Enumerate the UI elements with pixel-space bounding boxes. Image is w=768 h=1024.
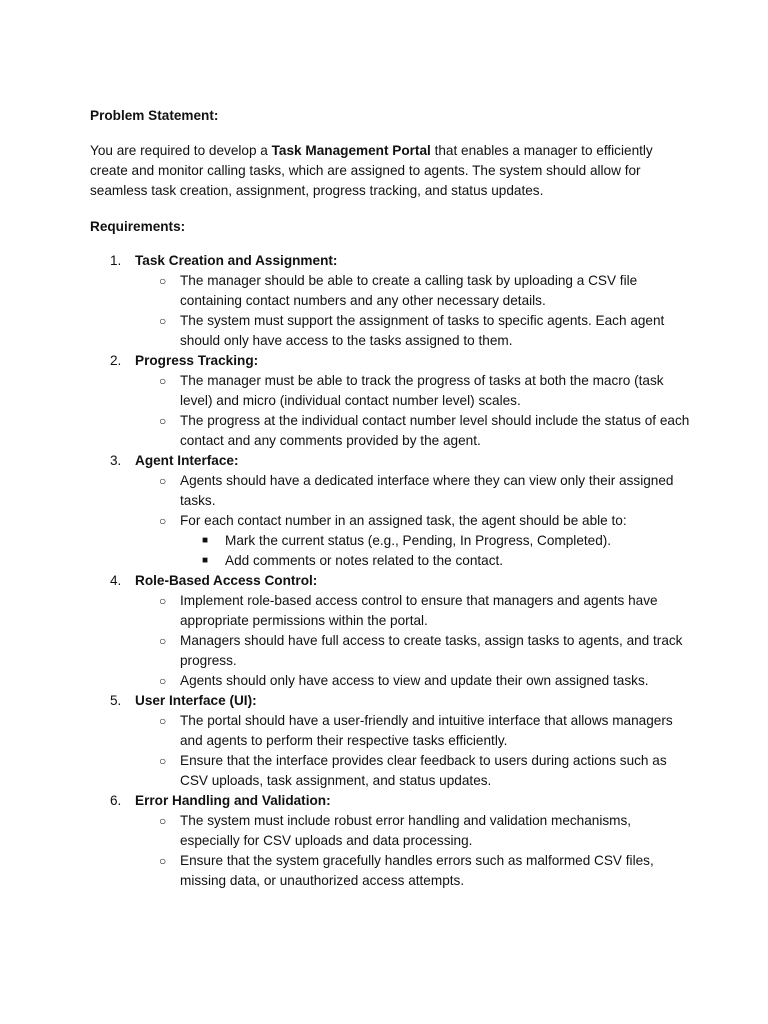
bullet-item bbox=[135, 811, 690, 851]
section-title: Task Creation and Assignment: bbox=[135, 253, 338, 268]
circle-bullet-icon: ○ bbox=[159, 674, 167, 688]
subbullet-item bbox=[180, 531, 690, 551]
bullet-text: The system must include robust error handling and validation mechanisms, especially for CSV uploads and data processing. bbox=[180, 813, 632, 848]
bullet-item bbox=[135, 411, 690, 451]
requirement-section bbox=[90, 571, 690, 691]
section-title: Progress Tracking: bbox=[135, 353, 259, 368]
circle-bullet-icon: ○ bbox=[159, 414, 167, 428]
section-number: 4. bbox=[110, 573, 122, 588]
requirement-section bbox=[90, 451, 690, 571]
bullet-item bbox=[135, 311, 690, 351]
section-title: Error Handling and Validation: bbox=[135, 793, 331, 808]
bullet-item bbox=[135, 471, 690, 511]
subbullet-item bbox=[180, 551, 690, 571]
bullet-text: The progress at the individual contact number level should include the status of each contact and any comments provided by the agent. bbox=[180, 413, 690, 448]
bullet-text: Managers should have full access to create tasks, assign tasks to agents, and track progress. bbox=[180, 633, 683, 668]
bullet-item bbox=[135, 591, 690, 631]
bullet-text: Agents should only have access to view and update their own assigned tasks. bbox=[180, 673, 649, 688]
bullet-item bbox=[135, 751, 690, 791]
circle-bullet-icon: ○ bbox=[159, 514, 167, 528]
intro-text-bold: Task Management Portal bbox=[271, 143, 431, 158]
section-number: 5. bbox=[110, 693, 122, 708]
intro-text-after: that enables a manager to efficiently create and monitor calling tasks, which are assigned to agents. The system should allow for seamless task creation, assignment, progress tracking, and status updates. bbox=[90, 143, 653, 198]
requirement-section bbox=[90, 251, 690, 351]
square-bullet-icon: ■ bbox=[202, 555, 209, 566]
bullet-text: The manager must be able to track the progress of tasks at both the macro (task level) and micro (individual contact number level) scales. bbox=[180, 373, 664, 408]
section-title: User Interface (UI): bbox=[135, 693, 257, 708]
bullet-text: For each contact number in an assigned task, the agent should be able to: bbox=[180, 513, 627, 528]
subbullet-text: Add comments or notes related to the contact. bbox=[225, 553, 504, 568]
bullet-item bbox=[135, 671, 690, 691]
bullet-item bbox=[135, 271, 690, 311]
bullet-text: The portal should have a user-friendly and intuitive interface that allows managers and agents to perform their respective tasks efficiently. bbox=[180, 713, 673, 748]
bullet-list bbox=[135, 371, 690, 451]
bullet-item bbox=[135, 851, 690, 891]
bullet-list bbox=[135, 811, 690, 891]
bullet-text: The system must support the assignment of tasks to specific agents. Each agent should only have access to the tasks assigned to them. bbox=[180, 313, 665, 348]
circle-bullet-icon: ○ bbox=[159, 314, 167, 328]
circle-bullet-icon: ○ bbox=[159, 754, 167, 768]
bullet-list bbox=[135, 471, 690, 571]
bullet-item bbox=[135, 711, 690, 751]
section-number: 3. bbox=[110, 453, 122, 468]
circle-bullet-icon: ○ bbox=[159, 854, 167, 868]
section-number: 6. bbox=[110, 793, 122, 808]
circle-bullet-icon: ○ bbox=[159, 714, 167, 728]
bullet-text: Implement role-based access control to ensure that managers and agents have appropriate permissions within the portal. bbox=[180, 593, 658, 628]
circle-bullet-icon: ○ bbox=[159, 594, 167, 608]
section-number: 2. bbox=[110, 353, 122, 368]
requirements-heading: Requirements: bbox=[90, 219, 186, 234]
subbullet-text: Mark the current status (e.g., Pending, In Progress, Completed). bbox=[225, 533, 612, 548]
circle-bullet-icon: ○ bbox=[159, 814, 167, 828]
circle-bullet-icon: ○ bbox=[159, 274, 167, 288]
section-number: 1. bbox=[110, 253, 122, 268]
requirement-section bbox=[90, 791, 690, 891]
bullet-text: Ensure that the system gracefully handles errors such as malformed CSV files, missing data, or unauthorized access attempts. bbox=[180, 853, 654, 888]
bullet-item bbox=[135, 371, 690, 411]
intro-text-before: You are required to develop a bbox=[90, 143, 272, 158]
circle-bullet-icon: ○ bbox=[159, 374, 167, 388]
bullet-text: Agents should have a dedicated interface where they can view only their assigned tasks. bbox=[180, 473, 674, 508]
circle-bullet-icon: ○ bbox=[159, 634, 167, 648]
document-body bbox=[90, 106, 690, 891]
bullet-list bbox=[135, 711, 690, 791]
bullet-item bbox=[135, 511, 690, 571]
section-title: Role-Based Access Control: bbox=[135, 573, 318, 588]
requirement-section bbox=[90, 691, 690, 791]
bullet-text: The manager should be able to create a calling task by uploading a CSV file containing contact numbers and any other necessary details. bbox=[180, 273, 638, 308]
square-bullet-icon: ■ bbox=[202, 535, 209, 546]
bullet-list bbox=[135, 591, 690, 691]
section-title: Agent Interface: bbox=[135, 453, 239, 468]
circle-bullet-icon: ○ bbox=[159, 474, 167, 488]
intro-paragraph bbox=[90, 141, 690, 201]
subbullet-list bbox=[180, 531, 690, 571]
bullet-item bbox=[135, 631, 690, 671]
requirements-list bbox=[90, 251, 690, 891]
requirement-section bbox=[90, 351, 690, 451]
problem-statement-heading: Problem Statement: bbox=[90, 108, 219, 123]
bullet-list bbox=[135, 271, 690, 351]
bullet-text: Ensure that the interface provides clear feedback to users during actions such as CSV uploads, task assignment, and status updates. bbox=[180, 753, 667, 788]
